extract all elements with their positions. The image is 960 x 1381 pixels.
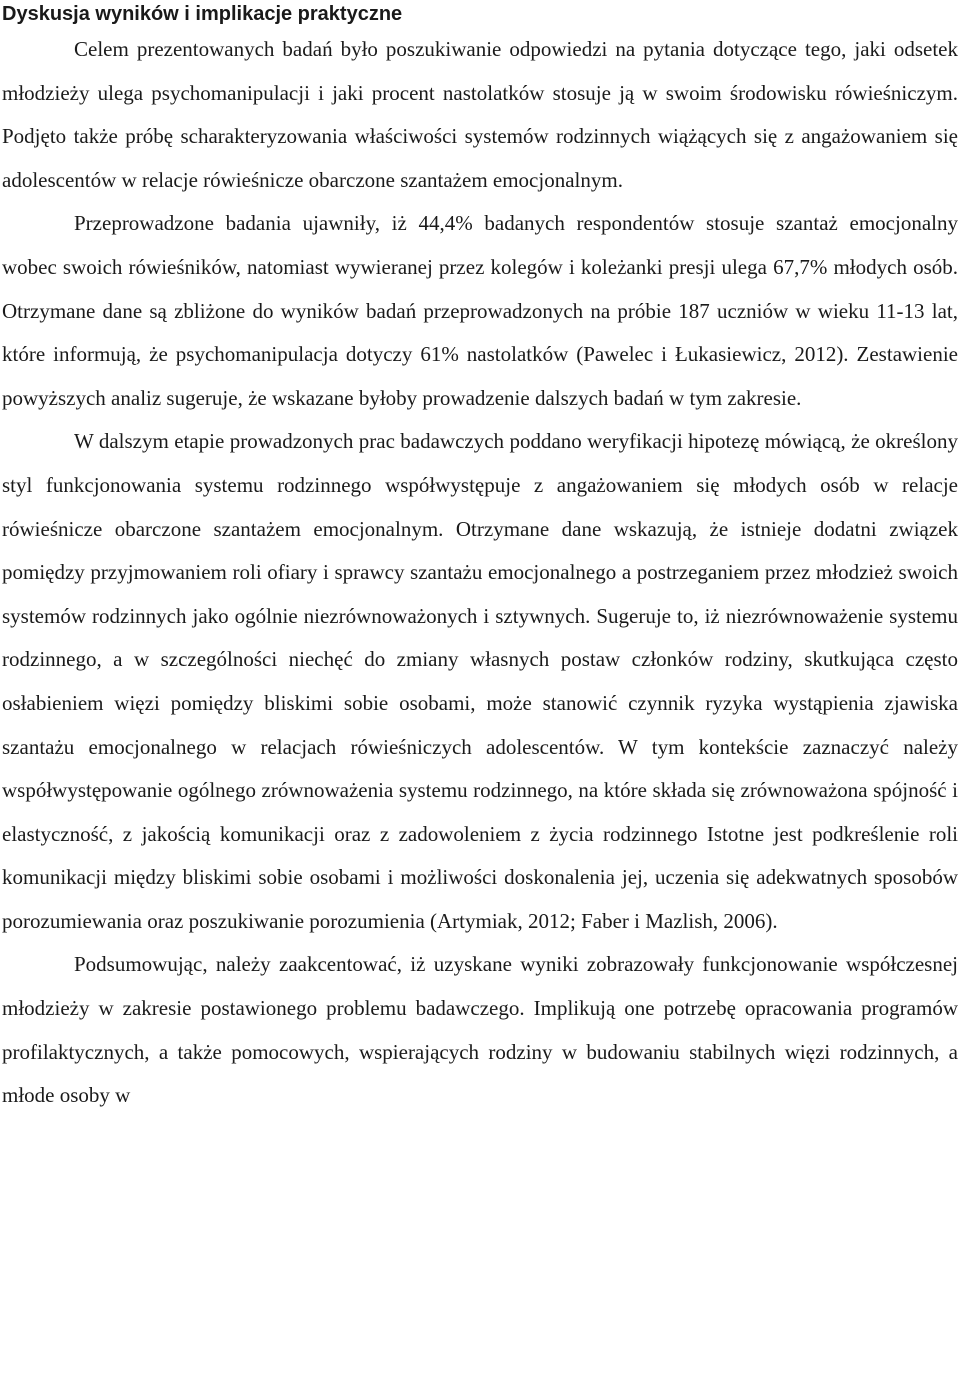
paragraph-aim: Celem prezentowanych badań było poszukiwanie odpowiedzi na pytania dotyczące tego, jaki odsetek młodzieży ulega psychomanipulacji i jaki procent nastolatków stosuje ją w swoim środowisku rówieśniczym. Podjęto także próbę scharakteryzowania właściwości systemów rodzinnych wiążących się z angażowaniem się adolescentów w relacje rówieśnicze obarczone szantażem emocjonalnym. [2, 37, 958, 192]
section-heading: Dyskusja wyników i implikacje praktyczne [2, 3, 403, 25]
paragraph-findings: Przeprowadzone badania ujawniły, iż 44,4% badanych respondentów stosuje szantaż emocjonalny wobec swoich rówieśników, natomiast wywieranej przez kolegów i koleżanki presji ulega 67,7% młodych osób. Otrzymane dane są zbliżone do wyników badań przeprowadzonych na próbie 187 uczniów w wieku 11-13 lat, które informują, że psychomanipulacja dotyczy 61% nastolatków (Pawelec i Łukasiewicz, 2012). Zestawienie powyższych analiz sugeruje, że wskazane byłoby prowadzenie dalszych badań w tym zakresie. [2, 211, 958, 410]
paragraph-family-systems: W dalszym etapie prowadzonych prac badawczych poddano weryfikacji hipotezę mówiącą, że określony styl funkcjonowania systemu rodzinnego współwystępuje z angażowaniem się młodych osób w relacje rówieśnicze obarczone szantażem emocjonalnym. Otrzymane dane wskazują, że istnieje dodatni związek pomiędzy przyjmowaniem roli ofiary i sprawcy szantażu emocjonalnego a postrzeganiem przez młodzież swoich systemów rodzinnych jako ogólnie niezrównoważonych i sztywnych. Sugeruje to, iż niezrównoważenie systemu rodzinnego, a w szczególności niechęć do zmiany własnych postaw członków rodziny, skutkująca często osłabieniem więzi pomiędzy bliskimi sobie osobami, może stanowić czynnik ryzyka wystąpienia zjawiska szantażu emocjonalnego w relacjach rówieśniczych adolescentów. W tym kontekście zaznaczyć należy współwystępowanie ogólnego zrównoważenia systemu rodzinnego, na które składa się zrównoważona spójność i elastyczność, z jakością komunikacji oraz z zadowoleniem z życia rodzinnego Istotne jest podkreślenie roli komunikacji między bliskimi sobie osobami i możliwości doskonalenia jej, uczenia się adekwatnych sposobów porozumiewania oraz poszukiwanie porozumienia (Artymiak, 2012; Faber i Mazlish, 2006). [2, 429, 958, 933]
paragraph-summary: Podsumowując, należy zaakcentować, iż uzyskane wyniki zobrazowały funkcjonowanie współczesnej młodzieży w zakresie postawionego problemu badawczego. Implikują one potrzebę opracowania programów profilaktycznych, a także pomocowych, wspierających rodziny w budowaniu stabilnych więzi rodzinnych, a młode osoby w [2, 952, 958, 1108]
